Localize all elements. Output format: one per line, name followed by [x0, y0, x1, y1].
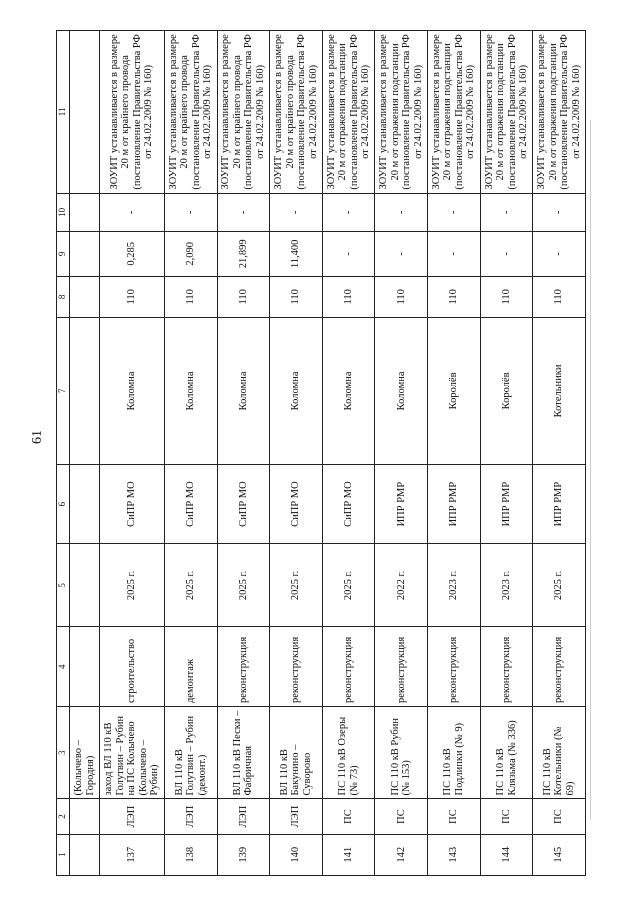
scan-artifact-line — [590, 120, 591, 820]
cell-location: Коломна — [270, 318, 323, 465]
cell-length: - — [480, 231, 533, 276]
cell-source: СиПР МО — [270, 464, 323, 544]
cell-length: 11,400 — [270, 231, 323, 276]
column-header: 3 — [57, 707, 70, 799]
cell-empty — [70, 193, 100, 231]
cell-voltage: 110 — [533, 276, 586, 317]
column-header: 10 — [57, 193, 70, 231]
cell-length: - — [533, 231, 586, 276]
cell-no: 140 — [270, 834, 323, 875]
cell-type: ПС — [533, 799, 586, 834]
cell-location: Королёв — [428, 318, 481, 465]
cell-no: 144 — [480, 834, 533, 875]
cell-name: ПС 110 кВ Котельники (№ 69) — [533, 707, 586, 799]
table-row — [100, 31, 165, 876]
cell-empty — [70, 544, 100, 627]
cell-type: ПС — [375, 799, 428, 834]
page-number: 61 — [30, 430, 45, 444]
cell-source: СиПР МО — [100, 464, 165, 544]
cell-work: реконструкция — [322, 627, 375, 707]
cell-zouit: ЗОУИТ устанавливается в размере 20 м от крайнего провода (постановление Правительства РФ от 24.02.2009 № 160) — [164, 31, 217, 194]
cell-location: Коломна — [217, 318, 270, 465]
cell-empty — [70, 276, 100, 317]
cell-type: ЛЭП — [217, 799, 270, 834]
cell-length: 21,899 — [217, 231, 270, 276]
cell-type: ЛЭП — [100, 799, 165, 834]
cell-zouit: ЗОУИТ устанавливается в размере 20 м от отражения подстанции (постановление Правительства РФ от 24.02.2009 № 160) — [428, 31, 481, 194]
cell-location: Коломна — [322, 318, 375, 465]
cell-work: реконструкция — [217, 627, 270, 707]
table-body — [57, 31, 586, 876]
column-header: 6 — [57, 464, 70, 544]
cell-no: 141 — [322, 834, 375, 875]
cell-type: ПС — [428, 799, 481, 834]
cell-type — [70, 799, 100, 834]
cell-work: реконструкция — [375, 627, 428, 707]
cell-voltage: 110 — [428, 276, 481, 317]
table-row — [533, 31, 586, 876]
cell-year: 2025 г. — [100, 544, 165, 627]
cell-voltage: 110 — [270, 276, 323, 317]
cell-capacity: - — [480, 193, 533, 231]
cell-voltage: 110 — [322, 276, 375, 317]
cell-capacity: - — [217, 193, 270, 231]
cell-type: ПС — [322, 799, 375, 834]
cell-voltage: 110 — [375, 276, 428, 317]
cell-name: ВЛ 110 кВ Голутвин – Рубин (демонт.) — [164, 707, 217, 799]
cell-no: 145 — [533, 834, 586, 875]
cell-source: ИПР РМР — [428, 464, 481, 544]
cell-capacity: - — [322, 193, 375, 231]
rotated-table-container — [56, 30, 586, 876]
cell-capacity: - — [375, 193, 428, 231]
cell-source: ИПР РМР — [533, 464, 586, 544]
continuation-row — [70, 31, 100, 876]
cell-work: реконструкция — [428, 627, 481, 707]
cell-name: заход ВЛ 110 кВ Голутвин – Рубин на ПС Колычево (Колычево – Рубин) — [100, 707, 165, 799]
cell-name: (Колычево – Городня) — [70, 707, 100, 799]
cell-source: ИПР РМР — [480, 464, 533, 544]
cell-empty — [70, 231, 100, 276]
cell-name: ПС 110 кВ Рубин (№ 153) — [375, 707, 428, 799]
power-objects-table — [56, 30, 586, 876]
cell-type: ЛЭП — [270, 799, 323, 834]
column-header: 2 — [57, 799, 70, 834]
cell-source: ИПР РМР — [375, 464, 428, 544]
cell-name: ПС 110 кВ Озеры (№ 73) — [322, 707, 375, 799]
cell-type: ЛЭП — [164, 799, 217, 834]
cell-empty — [70, 627, 100, 707]
cell-empty — [70, 464, 100, 544]
column-header: 4 — [57, 627, 70, 707]
table-row — [375, 31, 428, 876]
cell-work: реконструкция — [270, 627, 323, 707]
column-header: 9 — [57, 231, 70, 276]
cell-year: 2025 г. — [533, 544, 586, 627]
cell-empty — [70, 318, 100, 465]
cell-year: 2025 г. — [322, 544, 375, 627]
cell-capacity: - — [428, 193, 481, 231]
cell-location: Коломна — [100, 318, 165, 465]
cell-work: реконструкция — [480, 627, 533, 707]
cell-length: 2,090 — [164, 231, 217, 276]
cell-voltage: 110 — [164, 276, 217, 317]
cell-empty — [70, 31, 100, 194]
cell-voltage: 110 — [100, 276, 165, 317]
cell-location: Коломна — [375, 318, 428, 465]
cell-voltage: 110 — [217, 276, 270, 317]
cell-year: 2025 г. — [270, 544, 323, 627]
cell-name: ВЛ 110 кВ Бакунино – Суворово — [270, 707, 323, 799]
cell-work: демонтаж — [164, 627, 217, 707]
cell-capacity: - — [270, 193, 323, 231]
cell-year: 2023 г. — [428, 544, 481, 627]
cell-zouit: ЗОУИТ устанавливается в размере 20 м от крайнего провода (постановление Правительства РФ от 24.02.2009 № 160) — [217, 31, 270, 194]
cell-year: 2023 г. — [480, 544, 533, 627]
column-header: 11 — [57, 31, 70, 194]
cell-name: ПС 110 кВ Подлипки (№ 9) — [428, 707, 481, 799]
cell-zouit: ЗОУИТ устанавливается в размере 20 м от крайнего провода (постановление Правительства РФ от 24.02.2009 № 160) — [270, 31, 323, 194]
cell-zouit: ЗОУИТ устанавливается в размере 20 м от отражения подстанции (постановление Правительства РФ от 24.02.2009 № 160) — [533, 31, 586, 194]
column-header: 1 — [57, 834, 70, 875]
cell-location: Котельники — [533, 318, 586, 465]
cell-year: 2025 г. — [217, 544, 270, 627]
cell-zouit: ЗОУИТ устанавливается в размере 20 м от отражения подстанции (постановление Правительства РФ от 24.02.2009 № 160) — [375, 31, 428, 194]
cell-work: реконструкция — [533, 627, 586, 707]
cell-name: ПС 110 кВ Клязьма (№ 336) — [480, 707, 533, 799]
cell-source: СиПР МО — [322, 464, 375, 544]
cell-no: 139 — [217, 834, 270, 875]
cell-no: 142 — [375, 834, 428, 875]
cell-no — [70, 834, 100, 875]
table-row — [164, 31, 217, 876]
cell-length: - — [322, 231, 375, 276]
cell-zouit: ЗОУИТ устанавливается в размере 20 м от отражения подстанции (постановление Правительства РФ от 24.02.2009 № 160) — [480, 31, 533, 194]
header-row — [57, 31, 70, 876]
cell-year: 2025 г. — [164, 544, 217, 627]
cell-source: СиПР МО — [164, 464, 217, 544]
table-row — [270, 31, 323, 876]
cell-year: 2022 г. — [375, 544, 428, 627]
cell-source: СиПР МО — [217, 464, 270, 544]
column-header: 8 — [57, 276, 70, 317]
cell-capacity: - — [164, 193, 217, 231]
cell-length: 0,285 — [100, 231, 165, 276]
table-row — [217, 31, 270, 876]
cell-length: - — [375, 231, 428, 276]
cell-capacity: - — [533, 193, 586, 231]
cell-no: 137 — [100, 834, 165, 875]
cell-zouit: ЗОУИТ устанавливается в размере 20 м от крайнего провода (постановление Правительства РФ от 24.02.2009 № 160) — [100, 31, 165, 194]
table-row — [480, 31, 533, 876]
cell-location: Коломна — [164, 318, 217, 465]
cell-capacity: - — [100, 193, 165, 231]
table-row — [322, 31, 375, 876]
cell-work: строительство — [100, 627, 165, 707]
column-header: 5 — [57, 544, 70, 627]
cell-name: ВЛ 110 кВ Пески – Фабричная — [217, 707, 270, 799]
cell-type: ПС — [480, 799, 533, 834]
cell-location: Королёв — [480, 318, 533, 465]
cell-zouit: ЗОУИТ устанавливается в размере 20 м от отражения подстанции (постановление Правительства РФ от 24.02.2009 № 160) — [322, 31, 375, 194]
table-row — [428, 31, 481, 876]
column-header: 7 — [57, 318, 70, 465]
cell-no: 138 — [164, 834, 217, 875]
cell-no: 143 — [428, 834, 481, 875]
cell-voltage: 110 — [480, 276, 533, 317]
cell-length: - — [428, 231, 481, 276]
